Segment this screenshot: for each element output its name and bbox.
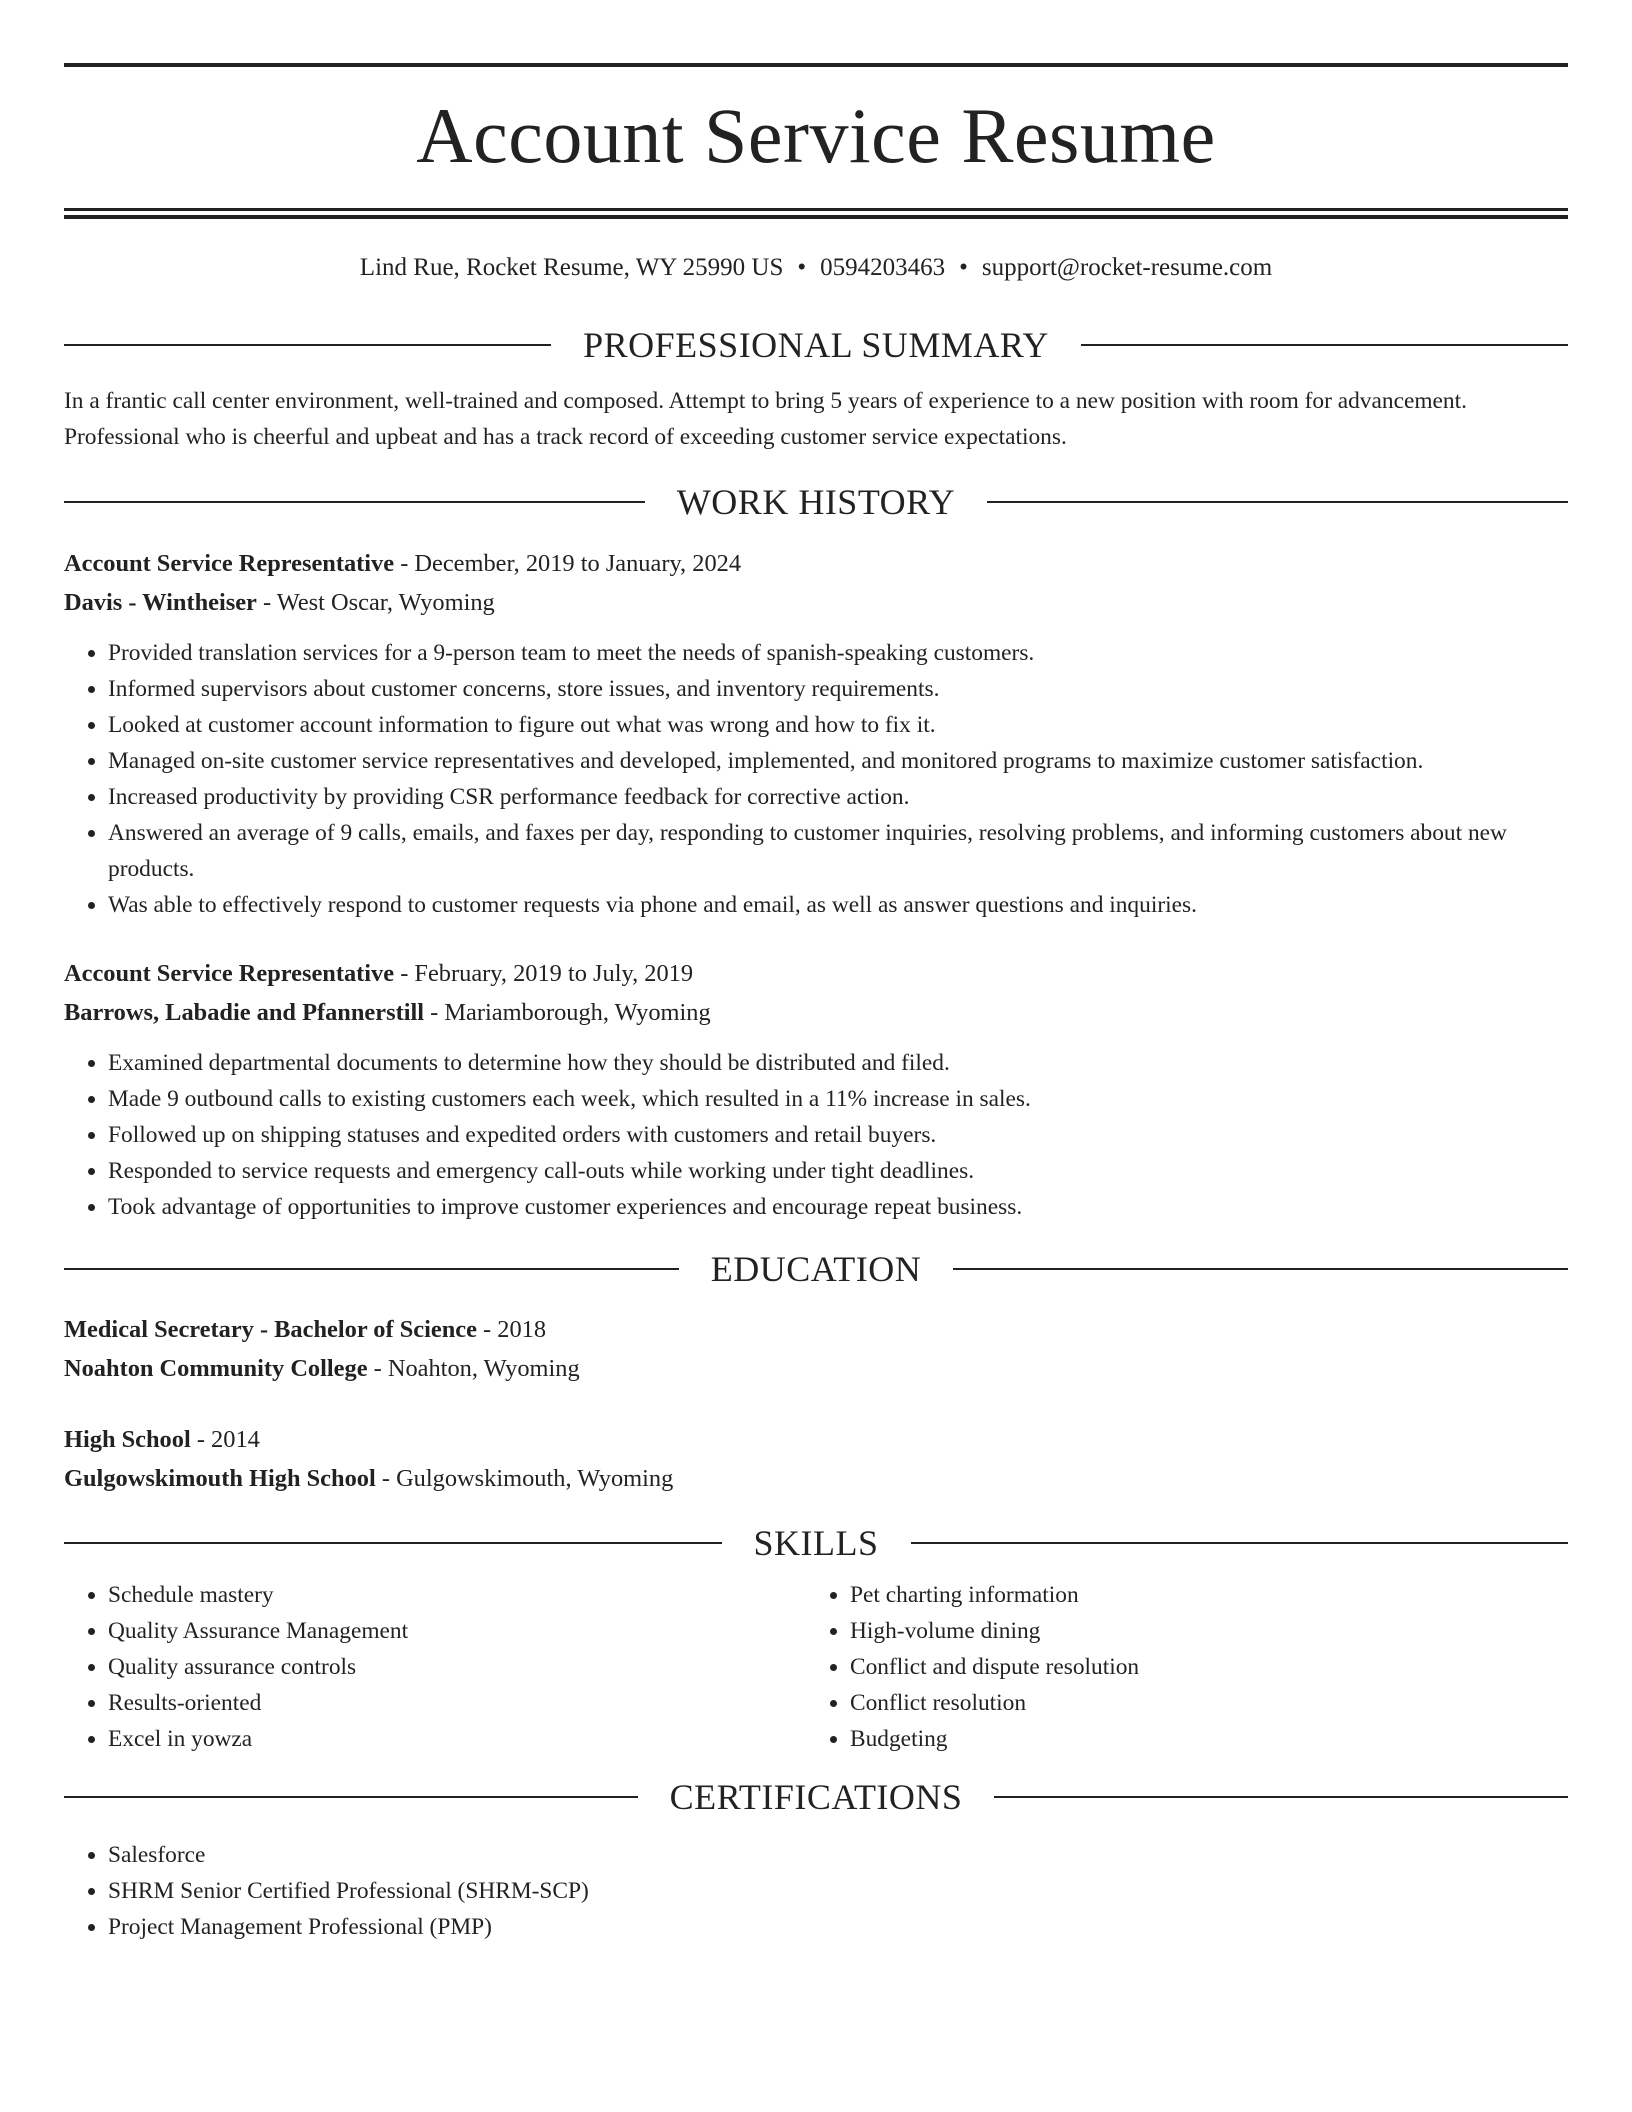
list-item: • Looked at customer account information to figure out what was wrong and how to fix it. <box>108 707 1568 743</box>
heading-rule <box>1081 344 1568 346</box>
list-item: • Answered an average of 9 calls, emails, and faxes per day, responding to customer inquiries, resolving problems, and informing customers about new products. <box>108 815 1568 887</box>
top-rule <box>64 63 1568 67</box>
list-item: • SHRM Senior Certified Professional (SHRM-SCP) <box>108 1873 1568 1909</box>
degree-year: - 2018 <box>476 1316 547 1343</box>
school-line <box>64 1459 1568 1498</box>
heading-rule <box>64 1542 722 1544</box>
list-item: • Managed on-site customer service representatives and developed, implemented, and monitored programs to maximize customer satisfaction. <box>108 743 1568 779</box>
job-title: Account Service Representative <box>64 960 395 987</box>
contact-email: support@rocket-resume.com <box>981 254 1273 281</box>
list-item: • Followed up on shipping statuses and expedited orders with customers and retail buyers. <box>108 1117 1568 1153</box>
list-item: • Increased productivity by providing CSR performance feedback for corrective action. <box>108 779 1568 815</box>
heading-rule <box>987 501 1568 503</box>
list-item: • Pet charting information <box>850 1577 1548 1613</box>
degree: Medical Secretary - Bachelor of Science <box>64 1316 477 1343</box>
list-item: • Examined departmental documents to determine how they should be distributed and filed. <box>108 1045 1568 1081</box>
heading-rule <box>64 1796 638 1798</box>
job-location: - West Oscar, Wyoming <box>256 589 495 616</box>
section-heading-summary <box>64 323 1568 367</box>
list-item: • Excel in yowza <box>108 1721 806 1757</box>
job-entry <box>64 954 1568 1225</box>
job-entry <box>64 544 1568 923</box>
skills-column-left <box>64 1577 806 1757</box>
section-heading-certifications <box>64 1775 1568 1819</box>
skills-list <box>806 1577 1548 1757</box>
heading-rule <box>953 1268 1568 1270</box>
heading-rule <box>64 501 645 503</box>
list-item: • Results-oriented <box>108 1685 806 1721</box>
list-item: • High-volume dining <box>850 1613 1548 1649</box>
degree-line <box>64 1310 1568 1349</box>
job-bullets <box>64 635 1568 923</box>
section-title: CERTIFICATIONS <box>669 1777 963 1817</box>
job-title-line <box>64 544 1568 583</box>
list-item: • Quality Assurance Management <box>108 1613 806 1649</box>
list-item: • Took advantage of opportunities to improve customer experiences and encourage repeat business. <box>108 1189 1568 1225</box>
job-title-line <box>64 954 1568 993</box>
contact-separator: • <box>797 254 807 281</box>
school-name: Noahton Community College <box>64 1355 368 1382</box>
section-heading-skills <box>64 1521 1568 1565</box>
job-title: Account Service Representative <box>64 550 395 577</box>
resume-page <box>64 63 1568 1945</box>
heading-rule <box>994 1796 1568 1798</box>
job-company: Davis - Wintheiser <box>64 589 257 616</box>
list-item: • Conflict and dispute resolution <box>850 1649 1548 1685</box>
job-company-line <box>64 583 1568 622</box>
section-title: SKILLS <box>753 1523 879 1563</box>
section-title: EDUCATION <box>710 1249 922 1289</box>
heading-rule <box>911 1542 1569 1544</box>
list-item: • Provided translation services for a 9-person team to meet the needs of spanish-speaking customers. <box>108 635 1568 671</box>
job-company-line <box>64 993 1568 1032</box>
list-item: • Made 9 outbound calls to existing customers each week, which resulted in a 11% increase in sales. <box>108 1081 1568 1117</box>
degree: High School <box>64 1426 191 1453</box>
contact-phone: 0594203463 <box>820 254 946 281</box>
section-title: WORK HISTORY <box>676 482 956 522</box>
skills-grid <box>64 1577 1568 1757</box>
section-heading-education <box>64 1247 1568 1291</box>
heading-rule <box>64 1268 679 1270</box>
job-bullets <box>64 1045 1568 1225</box>
list-item: • Schedule mastery <box>108 1577 806 1613</box>
skills-column-right <box>806 1577 1548 1757</box>
section-heading-work-history <box>64 480 1568 524</box>
title-double-rule <box>64 208 1568 219</box>
certifications-list <box>64 1837 1568 1945</box>
list-item: • Responded to service requests and emergency call-outs while working under tight deadlines. <box>108 1153 1568 1189</box>
resume-title: Account Service Resume <box>416 92 1216 179</box>
school-location: - Noahton, Wyoming <box>367 1355 580 1382</box>
list-item: • Salesforce <box>108 1837 1568 1873</box>
list-item: • Project Management Professional (PMP) <box>108 1909 1568 1945</box>
degree-year: - 2014 <box>190 1426 260 1453</box>
contact-line <box>64 252 1568 284</box>
list-item: • Budgeting <box>850 1721 1548 1757</box>
school-location: - Gulgowskimouth, Wyoming <box>375 1465 674 1492</box>
school-line <box>64 1349 1568 1388</box>
heading-rule <box>64 344 551 346</box>
skills-list <box>64 1577 806 1757</box>
list-item: • Was able to effectively respond to customer requests via phone and email, as well as answer questions and inquiries. <box>108 887 1568 923</box>
list-item: • Informed supervisors about customer concerns, store issues, and inventory requirements. <box>108 671 1568 707</box>
contact-separator: • <box>959 254 968 281</box>
education-entry <box>64 1310 1568 1388</box>
section-title: PROFESSIONAL SUMMARY <box>583 325 1049 365</box>
contact-address: Lind Rue, Rocket Resume, WY 25990 US <box>359 254 784 281</box>
summary-paragraph: In a frantic call center environment, well-trained and composed. Attempt to bring 5 years of experience to a new position with room for advancement. Professional who is cheerful and upbeat and has a track record of exceeding customer service expectations. <box>64 388 1467 450</box>
job-company: Barrows, Labadie and Pfannerstill <box>64 999 425 1026</box>
job-dates: - December, 2019 to January, 2024 <box>394 550 742 577</box>
education-entry <box>64 1420 1568 1498</box>
school-name: Gulgowskimouth High School <box>64 1465 376 1492</box>
job-dates: - February, 2019 to July, 2019 <box>394 960 694 987</box>
job-location: - Mariamborough, Wyoming <box>424 999 711 1026</box>
degree-line <box>64 1420 1568 1459</box>
list-item: • Quality assurance controls <box>108 1649 806 1685</box>
list-item: • Conflict resolution <box>850 1685 1548 1721</box>
